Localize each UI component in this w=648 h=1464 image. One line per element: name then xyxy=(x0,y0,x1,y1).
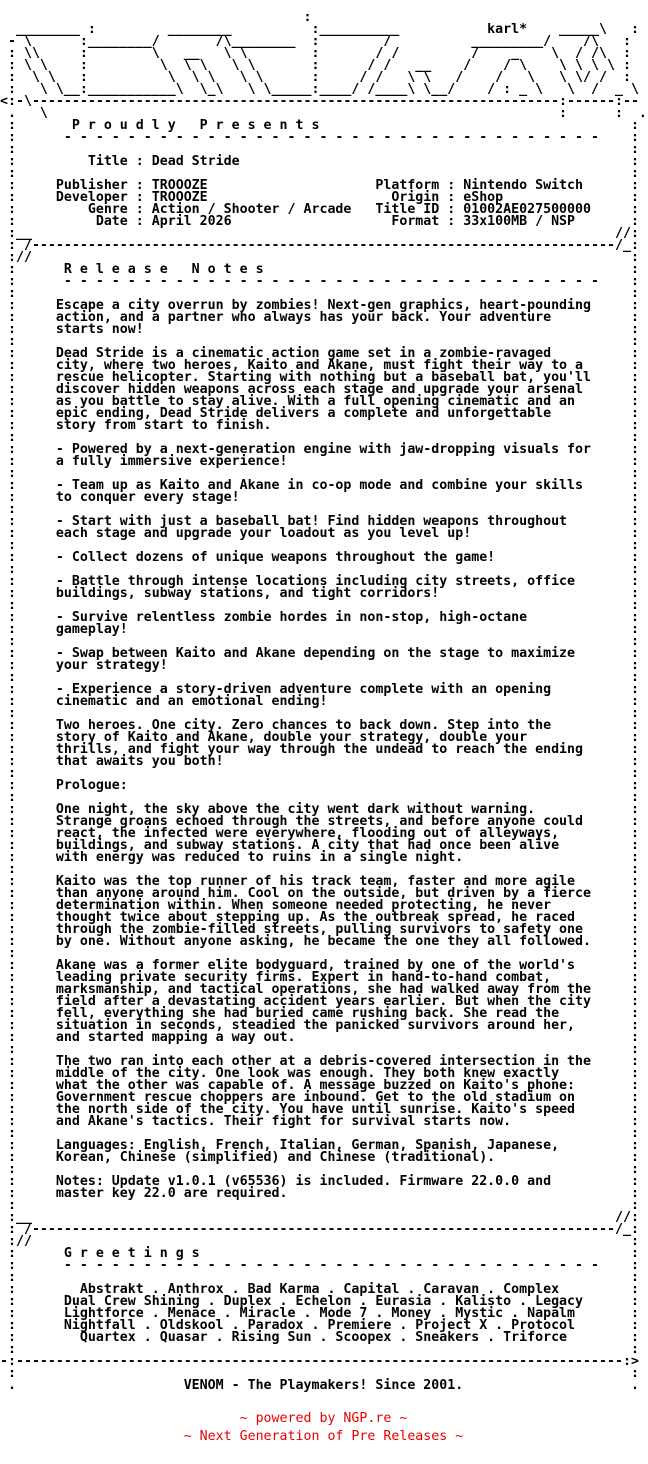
nfo-line: : Akane was a former elite bodyguard, trained by one of the world's : xyxy=(0,958,639,973)
nfo-line: . VENOM - The Playmakers! Since 2001. . xyxy=(0,1378,639,1393)
nfo-line: : your strategy! : xyxy=(0,658,639,673)
nfo-line: : \ \__:___________\ \_\ \ \_____:____/ /____\ \__/ / : _ \ \ / _ \ xyxy=(0,82,639,97)
nfo-line: : thought twice about stepping up. As the outbreak spread, he raced : xyxy=(0,910,639,925)
nfo-line: : than anyone around him. Cool on the outside, but driven by a fierce : xyxy=(0,886,639,901)
nfo-line: : P r o u d l y P r e s e n t s : xyxy=(0,118,639,133)
nfo-line: : : xyxy=(0,946,639,961)
nfo-line: : and Akane's tactics. Their fight for survival starts now. : xyxy=(0,1114,639,1129)
nfo-line: : Kaito was the top runner of his track team, faster and more agile : xyxy=(0,874,639,889)
nfo-line: : \\ : \ __ \ \ : / / / _ \ / /\ : xyxy=(0,46,631,61)
nfo-line: : Notes: Update v1.0.1 (v65536) is included. Firmware 22.0.0 and : xyxy=(0,1174,639,1189)
nfo-line: : Government rescue choppers are inbound. Get to the old stadium on : xyxy=(0,1090,639,1105)
nfo-line: : Languages: English, French, Italian, German, Spanish, Japanese, : xyxy=(0,1138,639,1153)
nfo-line: : G r e e t i n g s : xyxy=(0,1246,639,1261)
nfo-line: : - Start with just a baseball bat! Find hidden weapons throughout : xyxy=(0,514,639,529)
nfo-line: : discover hidden weapons across each stage and upgrade your arsenal : xyxy=(0,382,639,397)
nfo-line: : : xyxy=(0,670,639,685)
nfo-line: : : xyxy=(0,1042,639,1057)
nfo-line: : a fully immersive experience! : xyxy=(0,454,639,469)
nfo-line: : - Battle through intense locations including city streets, office : xyxy=(0,574,639,589)
nfo-line: : determination within. When someone needed protecting, he never : xyxy=(0,898,639,913)
nfo-line: : city, where two heroes, Kaito and Akane, must fight their way to a : xyxy=(0,358,639,373)
nfo-line: : - - - - - - - - - - - - - - - - - - - - - - - - - - - - - - - - - - : xyxy=(0,274,639,289)
nfo-line: : : xyxy=(0,1342,639,1357)
nfo-line: : : xyxy=(0,1162,639,1177)
nfo-line: : - Experience a story-driven adventure complete with an opening : xyxy=(0,682,639,697)
nfo-line: : : xyxy=(0,634,639,649)
nfo-line: : Abstrakt . Anthrox . Bad Karma . Capital . Caravan . Complex : xyxy=(0,1282,639,1297)
nfo-line: : : xyxy=(0,502,639,517)
nfo-line: : gameplay! : xyxy=(0,622,639,637)
nfo-line: : leading private security firms. Expert in hand-to-hand combat, : xyxy=(0,970,639,985)
nfo-line: : : xyxy=(0,466,639,481)
nfo-line: : cinematic and an emotional ending! : xyxy=(0,694,639,709)
nfo-line: <:-\------------------------------------------------------------------:------:-- xyxy=(0,94,639,109)
nfo-line: : : xyxy=(0,166,639,181)
nfo-line: : each stage and upgrade your loadout as you level up! : xyxy=(0,526,639,541)
nfo-line: : - - - - - - - - - - - - - - - - - - - - - - - - - - - - - - - - - - : xyxy=(0,1258,639,1273)
nfo-line: : Strange groans echoed through the streets, and before anyone could : xyxy=(0,814,639,829)
nfo-line: : to conquer every stage! : xyxy=(0,490,639,505)
nfo-line: - \ :________/ /\________ : / _________/ /\ : xyxy=(0,34,631,49)
nfo-line: : - Swap between Kaito and Akane depending on the stage to maximize : xyxy=(0,646,639,661)
nfo-line: : : xyxy=(0,562,639,577)
nfo-footer-red-line: ~ powered by NGP.re ~ xyxy=(0,1411,408,1426)
nfo-line: : buildings, and subway stations. A city that had once been alive : xyxy=(0,838,639,853)
nfo-footer-red-line: ~ Next Generation of Pre Releases ~ xyxy=(0,1429,464,1444)
nfo-line: : : xyxy=(0,598,639,613)
nfo-line: : buildings, subway stations, and tight corridors! : xyxy=(0,586,639,601)
nfo-line: : Prologue: : xyxy=(0,778,639,793)
nfo-line: : : xyxy=(0,862,639,877)
nfo-line xyxy=(0,1458,648,1464)
nfo-line: : : xyxy=(0,142,639,157)
nfo-line: : /-------------------------------------------------------------------------/_: xyxy=(0,238,639,253)
nfo-line: : what the other was capable of. A message buzzed on Kaito's phone: : xyxy=(0,1078,639,1093)
nfo-line: : One night, the sky above the city went dark without warning. : xyxy=(0,802,639,817)
nfo-line: : Date : April 2026 Format : 33x100MB / NSP : xyxy=(0,214,639,229)
nfo-line: : story from start to finish. : xyxy=(0,418,639,433)
nfo-line: : with energy was reduced to ruins in a single night. : xyxy=(0,850,639,865)
nfo-line: : Korean, Chinese (simplified) and Chinese (traditional). : xyxy=(0,1150,639,1165)
nfo-line: : Publisher : TROOOZE Platform : Nintendo Switch : xyxy=(0,178,639,193)
nfo-line: : as you battle to stay alive. With a full opening cinematic and an : xyxy=(0,394,639,409)
nfo-line: : Dual Crew Shining . Duplex . Echelon . Eurasia . Kalisto . Legacy : xyxy=(0,1294,639,1309)
nfo-line: : Dead Stride is a cinematic action game set in a zombie-ravaged : xyxy=(0,346,639,361)
nfo-line: : the north side of the city. You have until sunrise. Kaito's speed : xyxy=(0,1102,639,1117)
nfo-line: : : xyxy=(0,538,639,553)
nfo-line: : marksmanship, and tactical operations, she had walked away from the : xyxy=(0,982,639,997)
nfo-line: : thrills, and fight your way through the undead to reach the ending : xyxy=(0,742,639,757)
nfo-line: : : xyxy=(0,1126,639,1141)
nfo-line: : react, the infected were everywhere, flooding out of alleyways, : xyxy=(0,826,639,841)
nfo-line: : : xyxy=(0,1198,639,1213)
nfo-line: . \ : : . xyxy=(0,106,647,121)
nfo-line: : - Powered by a next-generation engine with jaw-dropping visuals for : xyxy=(0,442,639,457)
nfo-line xyxy=(0,1446,648,1458)
nfo-line: : that awaits you both! : xyxy=(0,754,639,769)
nfo-line: : : xyxy=(0,286,639,301)
nfo-line: : action, and a partner who always has your back. Your adventure : xyxy=(0,310,639,325)
nfo-line: :// : xyxy=(0,1234,639,1249)
nfo-line: : /-------------------------------------------------------------------------/_: xyxy=(0,1222,639,1237)
nfo-line: : - Collect dozens of unique weapons throughout the game! : xyxy=(0,550,639,565)
nfo-line: : rescue helicopter. Starting with nothing but a baseball bat, you'll : xyxy=(0,370,639,385)
nfo-line: : : xyxy=(0,1366,639,1381)
nfo-line: : story of Kaito and Akane, double your strategy, double your : xyxy=(0,730,639,745)
nfo-line: : : xyxy=(0,766,639,781)
nfo-line: : R e l e a s e N o t e s : xyxy=(0,262,639,277)
nfo-line: -:----------------------------------------------------------------------------:> xyxy=(0,1354,639,1369)
nfo-line: :__ //: xyxy=(0,1210,639,1225)
nfo-line: : - - - - - - - - - - - - - - - - - - - - - - - - - - - - - - - - - - : xyxy=(0,130,639,145)
nfo-line: : \ \ : \ \ \ \ \ : / / __ / / \ \ \ \ \ : xyxy=(0,58,631,73)
nfo-line xyxy=(0,1392,648,1404)
nfo-line: : epic ending, Dead Stride delivers a complete and unforgettable : xyxy=(0,406,639,421)
nfo-line: : The two ran into each other at a debris-covered intersection in the : xyxy=(0,1054,639,1069)
nfo-line: : Two heroes. One city. Zero chances to back down. Step into the : xyxy=(0,718,639,733)
nfo-line: : starts now! : xyxy=(0,322,639,337)
nfo-line: : : xyxy=(0,706,639,721)
nfo-line: : Genre : Action / Shooter / Arcade Title ID : 01002AE027500000 : xyxy=(0,202,639,217)
nfo-line: : Developer : TROOOZE Origin : eShop : xyxy=(0,190,639,205)
nfo-line: : Quartex . Quasar . Rising Sun . Scoopex . Sneakers . Triforce : xyxy=(0,1330,639,1345)
nfo-line: : through the zombie-filled streets, pulling survivors to safety one : xyxy=(0,922,639,937)
nfo-line: : : xyxy=(0,790,639,805)
nfo-line: ________ : ________ :__________ karl* _____\ : xyxy=(0,22,639,37)
nfo-line: : \ \ : \ \ \ \ \ : / / \ \ / / \ \ \/ / : xyxy=(0,70,631,85)
nfo-line: : master key 22.0 are required. : xyxy=(0,1186,639,1201)
nfo-line: : : xyxy=(0,430,639,445)
nfo-line: : situation in seconds, steadied the panicked survivors around her, : xyxy=(0,1018,639,1033)
nfo-line: : Nightfall . Oldskool . Paradox . Premiere . Project X . Protocol : xyxy=(0,1318,639,1333)
nfo-line: : : xyxy=(0,1270,639,1285)
nfo-line: : Escape a city overrun by zombies! Next-gen graphics, heart-pounding : xyxy=(0,298,639,313)
nfo-line: : and started mapping a way out. : xyxy=(0,1030,639,1045)
nfo-line: : : xyxy=(0,334,639,349)
nfo-line: : xyxy=(0,10,312,25)
nfo-line: : field after a devastating accident years earlier. But when the city : xyxy=(0,994,639,1009)
nfo-line: :// : xyxy=(0,250,639,265)
nfo-line: : - Survive relentless zombie hordes in non-stop, high-octane : xyxy=(0,610,639,625)
nfo-line: : Lightforce . Menace . Miracle . Mode 7 . Money . Mystic . Napalm : xyxy=(0,1306,639,1321)
nfo-line: : middle of the city. One look was enough. They both knew exactly : xyxy=(0,1066,639,1081)
nfo-line: :__ //: xyxy=(0,226,639,241)
nfo-line: : fell, everything she had buried came rushing back. She read the : xyxy=(0,1006,639,1021)
nfo-line: : Title : Dead Stride : xyxy=(0,154,639,169)
nfo-line: : - Team up as Kaito and Akane in co-op mode and combine your skills : xyxy=(0,478,639,493)
nfo-line: : by one. Without anyone asking, he became the one they all followed. : xyxy=(0,934,639,949)
